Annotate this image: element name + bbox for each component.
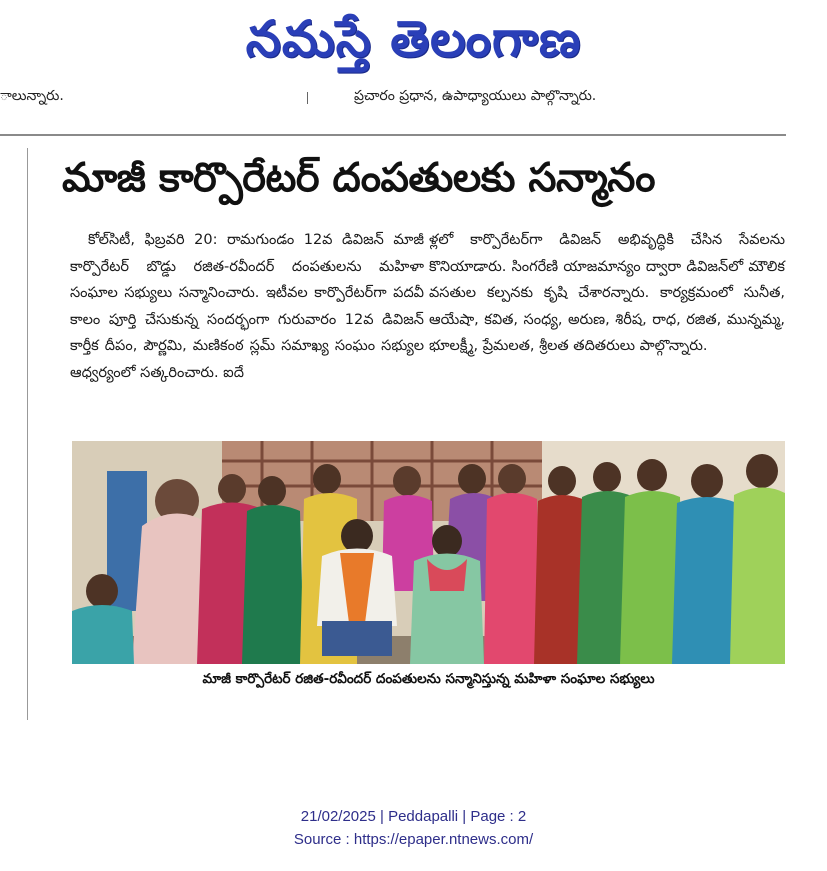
newspaper-logo: నమస్తే తెలంగాణ	[245, 10, 582, 68]
article-photo	[72, 441, 785, 664]
source-link[interactable]: Source : https://epaper.ntnews.com/	[293, 831, 534, 848]
article-headline: మాజీ కార్పొరేటర్ దంపతులకు సన్మానం	[62, 155, 656, 201]
column-tick	[307, 92, 308, 104]
previous-fragment-right: ప్రచారం ప్రధాన, ఉపాధ్యాయులు పాల్గొన్నారు.	[354, 88, 597, 104]
masthead	[0, 0, 827, 80]
previous-article-strip	[0, 86, 827, 112]
edition-info: 21/02/2025 | Peddapalli | Page : 2	[300, 808, 527, 825]
group-photo-illustration	[72, 441, 785, 664]
column-rule	[27, 148, 28, 720]
previous-fragment-left: ాలున్నారు.	[0, 88, 64, 104]
section-divider	[0, 134, 786, 136]
article-column-left: కోల్‌సిటీ, ఫిబ్రవరి 20: రామగుండం 12వ డివిజన్ మాజీ కార్పొరేటర్ బొడ్డు రజిత-రవీందర్ దంపతులను మహిళా సంఘాల సభ్యులు సన్మానించారు. ఇటీవల కార్పొరేటర్‌గా పదవీ కాలం పూర్తి చేసుకున్న సందర్భంగా గురువారం 12వ డివిజన్ కార్తీక దీపం, పౌర్ణమి, మణికంఠ స్లమ్ సమాఖ్య సంఘం సభ్యుల ఆధ్వర్యంలో సత్కరించారు. ఐదే	[70, 232, 424, 381]
article-column-right: ళ్లలో కార్పొరేటర్‌గా డివిజన్ అభివృద్ధికి చేసిన సేవలను కొనియాడారు. సింగరేణి యాజమాన్యం ద్వారా డివిజన్‌లో మౌలిక వసతుల కల్పనకు కృషి చేశారన్నారు. కార్యక్రమంలో సునీత, ఆయేషా, కవిత, సంధ్య, అరుణ, శిరీష, రాధ, రజిత, మున్నమ్మ, భూలక్ష్మీ, ప్రేమలత, శ్రీలత తదితరులు పాల్గొన్నారు.	[429, 232, 785, 354]
photo-caption: మాజీ కార్పొరేటర్ రజిత-రవీందర్ దంపతులను సన్మానిస్తున్న మహిళా సంఘాల సభ్యులు	[202, 671, 655, 687]
